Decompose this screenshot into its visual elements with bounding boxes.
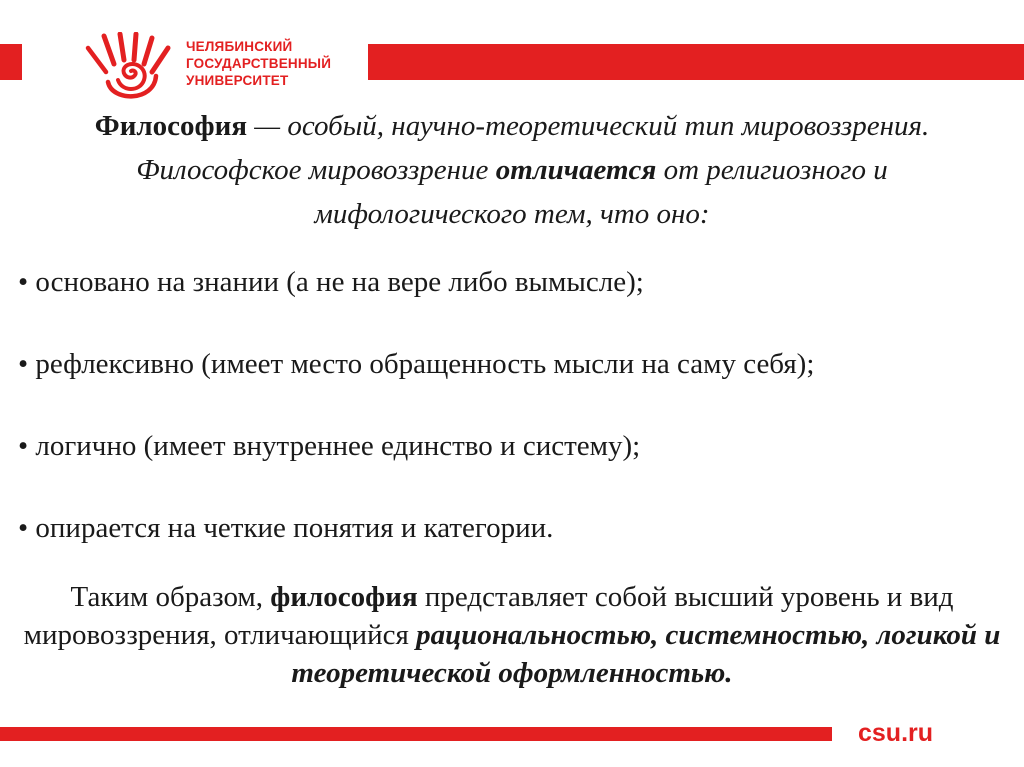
slide-content — [14, 104, 1010, 692]
conclusion-text-1: Таким образом, — [70, 581, 271, 613]
intro-text-1: — особый, научно-теоретический тип мировоззрения. Философское мировоззрение — [136, 110, 930, 186]
intro-emphasis: отличается — [495, 154, 657, 186]
footer-url[interactable]: csu.ru — [858, 719, 934, 747]
conclusion-text-2: представляет собой высший уровень и вид мировоззрения, отличающийся — [23, 581, 954, 651]
header-stripe-right — [368, 44, 1024, 80]
list-item: • основано на знании (а не на вере либо вымысле); — [18, 266, 644, 298]
university-line-3: УНИВЕРСИТЕТ — [186, 73, 289, 88]
intro-paragraph — [14, 104, 1010, 236]
header-stripe-left — [0, 44, 22, 80]
list-item: • опирается на четкие понятия и категории. — [18, 512, 554, 544]
csu-spiral-logo-icon — [78, 32, 178, 100]
footer-stripe — [0, 727, 832, 741]
list-item: • логично (имеет внутреннее единство и систему); — [18, 430, 641, 462]
intro-term: Философия — [94, 110, 248, 142]
conclusion-paragraph — [14, 578, 1010, 692]
feature-list — [14, 264, 1010, 546]
university-line-2: ГОСУДАРСТВЕННЫЙ — [186, 56, 332, 71]
intro-text-2: от религиозного и мифологического тем, что оно: — [314, 154, 888, 230]
university-name — [186, 38, 331, 89]
conclusion-emphasis: рациональностью, системностью, логикой и теоретической оформленностью. — [291, 619, 1001, 689]
conclusion-term: философия — [270, 581, 418, 613]
university-line-1: ЧЕЛЯБИНСКИЙ — [186, 39, 293, 54]
list-item: • рефлексивно (имеет место обращенность мысли на саму себя); — [18, 348, 815, 380]
